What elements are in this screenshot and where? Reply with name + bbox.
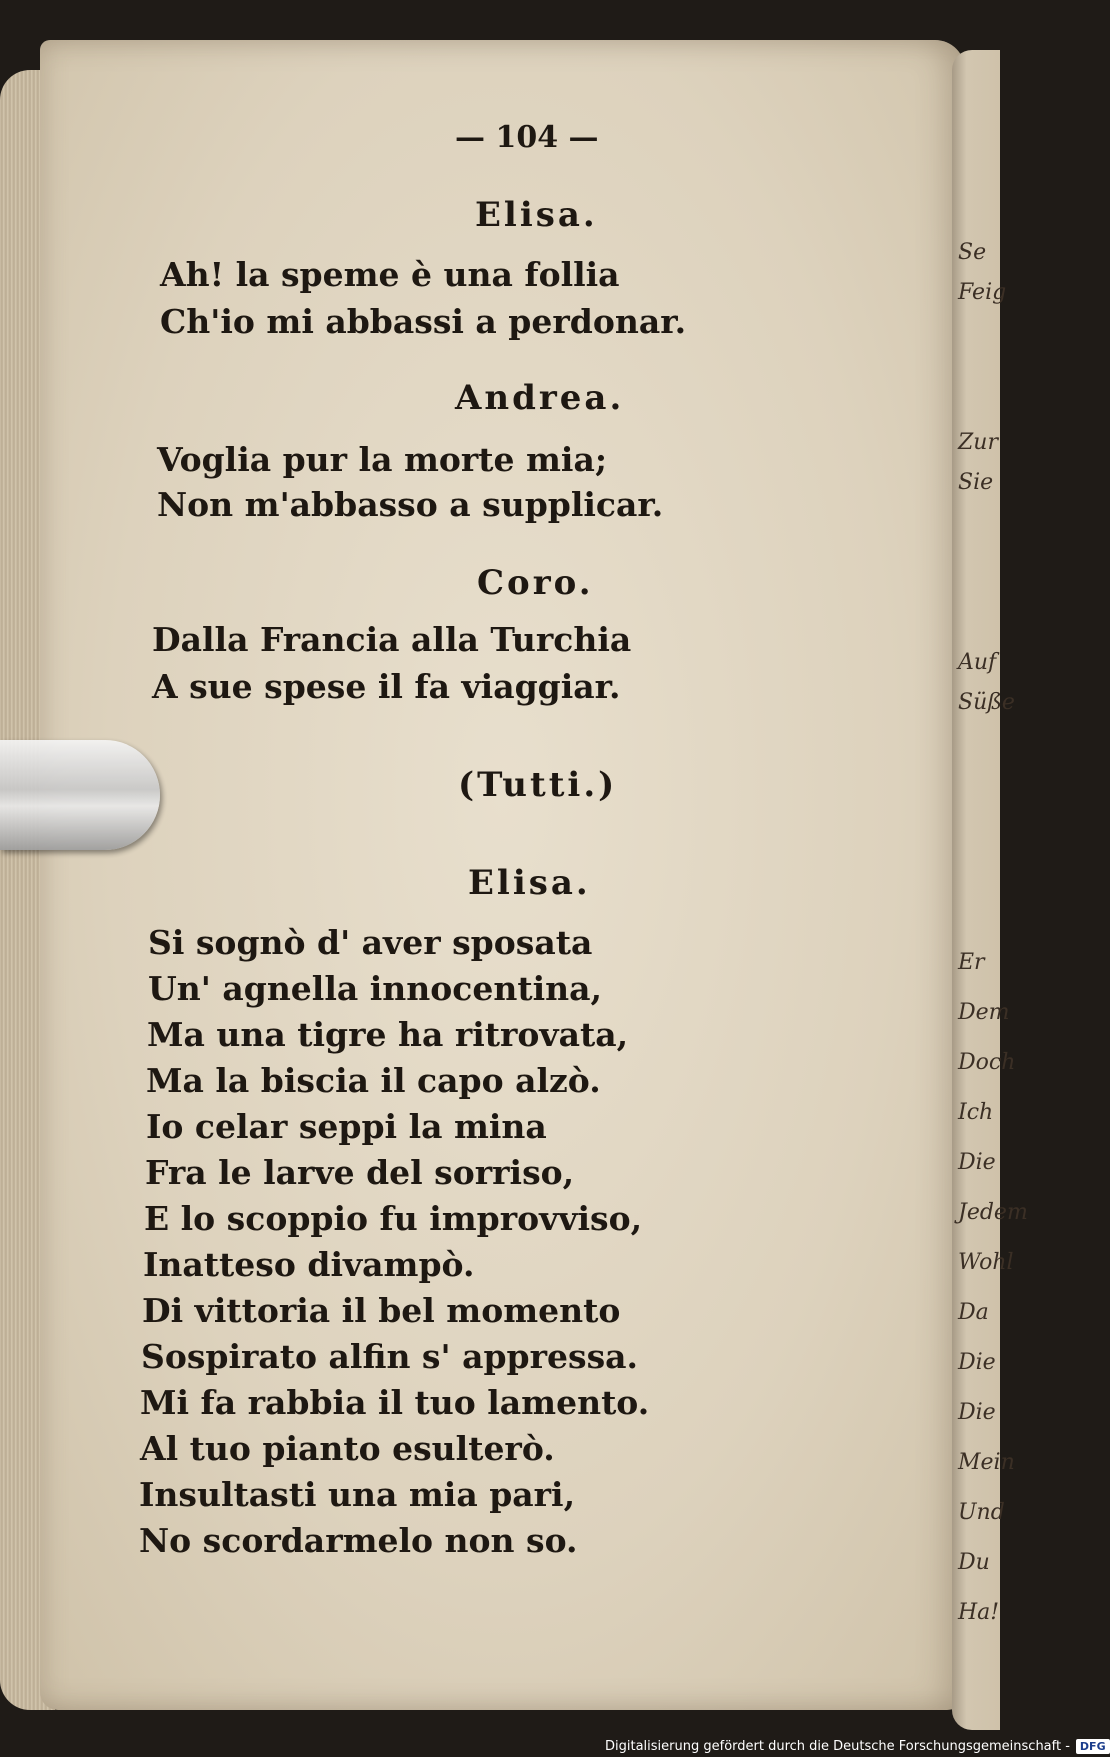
verse-line: Fra le larve del sorriso,	[145, 1153, 575, 1192]
verse-line: Sospirato alfin s' appressa.	[141, 1337, 639, 1376]
verse-line: No scordarmelo non so.	[139, 1521, 578, 1560]
paper-clip-icon	[0, 740, 160, 850]
speaker-label: Andrea.	[455, 378, 625, 418]
verse-line: Al tuo pianto esulterò.	[140, 1429, 555, 1468]
footer-credit: Digitalisierung gefördert durch die Deutsche Forschungsgemeinschaft -	[605, 1738, 1070, 1754]
verse-line: Ah! la speme è una follia	[160, 255, 620, 294]
verse-line: Mi fa rabbia il tuo lamento.	[140, 1383, 650, 1422]
verse-line: Inatteso divampò.	[143, 1245, 475, 1284]
verse-line: Dalla Francia alla Turchia	[152, 620, 632, 659]
digitization-footer	[605, 1735, 1110, 1757]
verse-line: Ch'io mi abbassi a perdonar.	[160, 302, 687, 341]
next-page-edge: Se Feig Zur Sie Auf Süße Er Dem Doch Ich Die Jedem Wohl Da Die Die Mein Und Du Ha!	[952, 50, 1000, 1730]
verse-line: A sue spese il fa viaggiar.	[152, 667, 621, 706]
speaker-label: Elisa.	[468, 863, 591, 903]
speaker-label: Coro.	[477, 563, 594, 603]
verse-line: Io celar seppi la mina	[146, 1107, 547, 1146]
verse-line: Si sognò d' aver sposata	[148, 923, 593, 962]
verse-line: Ma la biscia il capo alzò.	[146, 1061, 601, 1100]
stage-direction: (Tutti.)	[458, 765, 618, 805]
verse-line: Non m'abbasso a supplicar.	[157, 485, 664, 524]
speaker-label: Elisa.	[475, 195, 598, 235]
verse-line: Un' agnella innocentina,	[148, 969, 603, 1008]
verse-line: Insultasti una mia pari,	[139, 1475, 576, 1514]
verse-line: Ma una tigre ha ritrovata,	[147, 1015, 629, 1054]
verse-line: Di vittoria il bel momento	[142, 1291, 621, 1330]
page-number: — 104 —	[455, 120, 599, 155]
verse-line: Voglia pur la morte mia;	[157, 440, 608, 479]
dfg-logo-icon: DFG	[1076, 1739, 1110, 1754]
verse-line: E lo scoppio fu improvviso,	[144, 1199, 643, 1238]
